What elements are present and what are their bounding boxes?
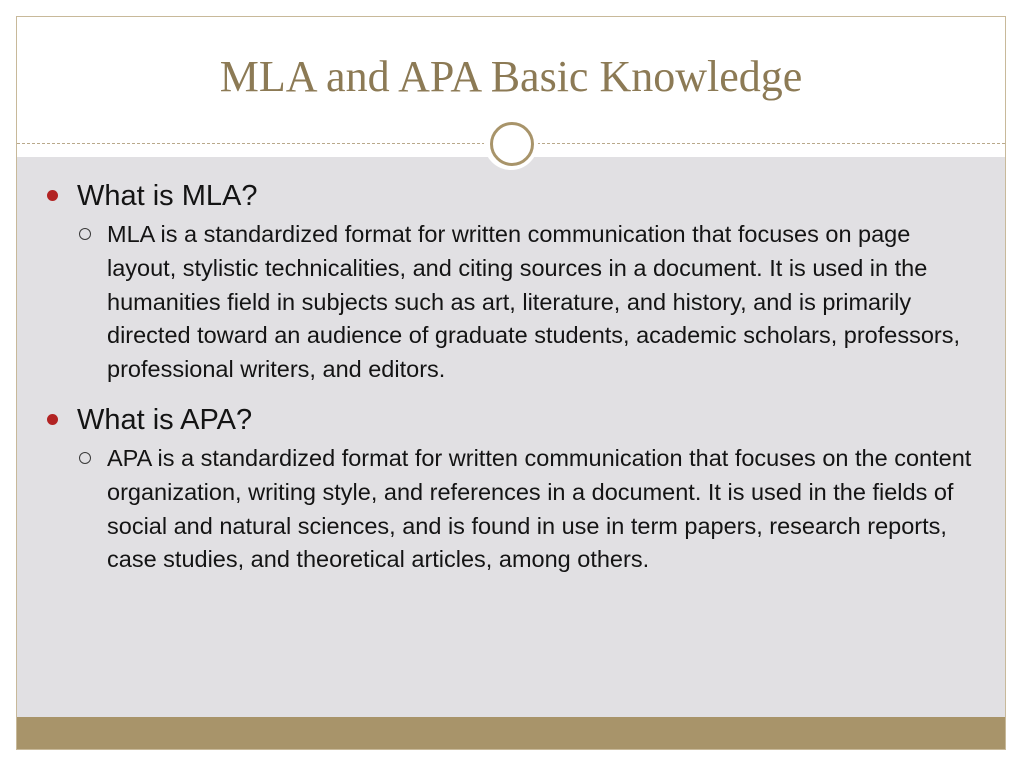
sub-bullet-text: MLA is a standardized format for written communication that focuses on page layout, stylistic technicalities, and citing sources in a document. It is used in the humanities field in subjects such as art, literature, and history, and is primarily directed toward an audience of graduate students, academic scholars, professors, professional writers, and editors. bbox=[107, 221, 961, 383]
bullet-heading: What is APA? bbox=[77, 403, 253, 436]
hollow-circle-icon bbox=[79, 452, 91, 464]
bullet-dot-icon bbox=[47, 190, 58, 201]
sub-bullet-item bbox=[107, 442, 975, 577]
hollow-circle-icon bbox=[79, 228, 91, 240]
bullet-dot-icon bbox=[47, 414, 58, 425]
slide-title: MLA and APA Basic Knowledge bbox=[219, 52, 803, 101]
body-text bbox=[17, 171, 1005, 577]
bullet-item bbox=[77, 171, 1005, 213]
bullet-heading: What is MLA? bbox=[77, 180, 258, 212]
sub-bullet-text: APA is a standardized format for written communication that focuses on the content organization, writing style, and references in a document. It is used in the fields of social and natural sciences, and is found in use in term papers, research reports, case studies, and theoretical articles, among others. bbox=[107, 444, 972, 573]
bullet-item bbox=[77, 395, 1005, 437]
slide bbox=[16, 16, 1006, 750]
medallion-ring bbox=[490, 122, 534, 166]
footer-band bbox=[17, 717, 1005, 750]
sub-bullet-item bbox=[107, 218, 975, 387]
ring-medallion-icon bbox=[484, 116, 538, 170]
